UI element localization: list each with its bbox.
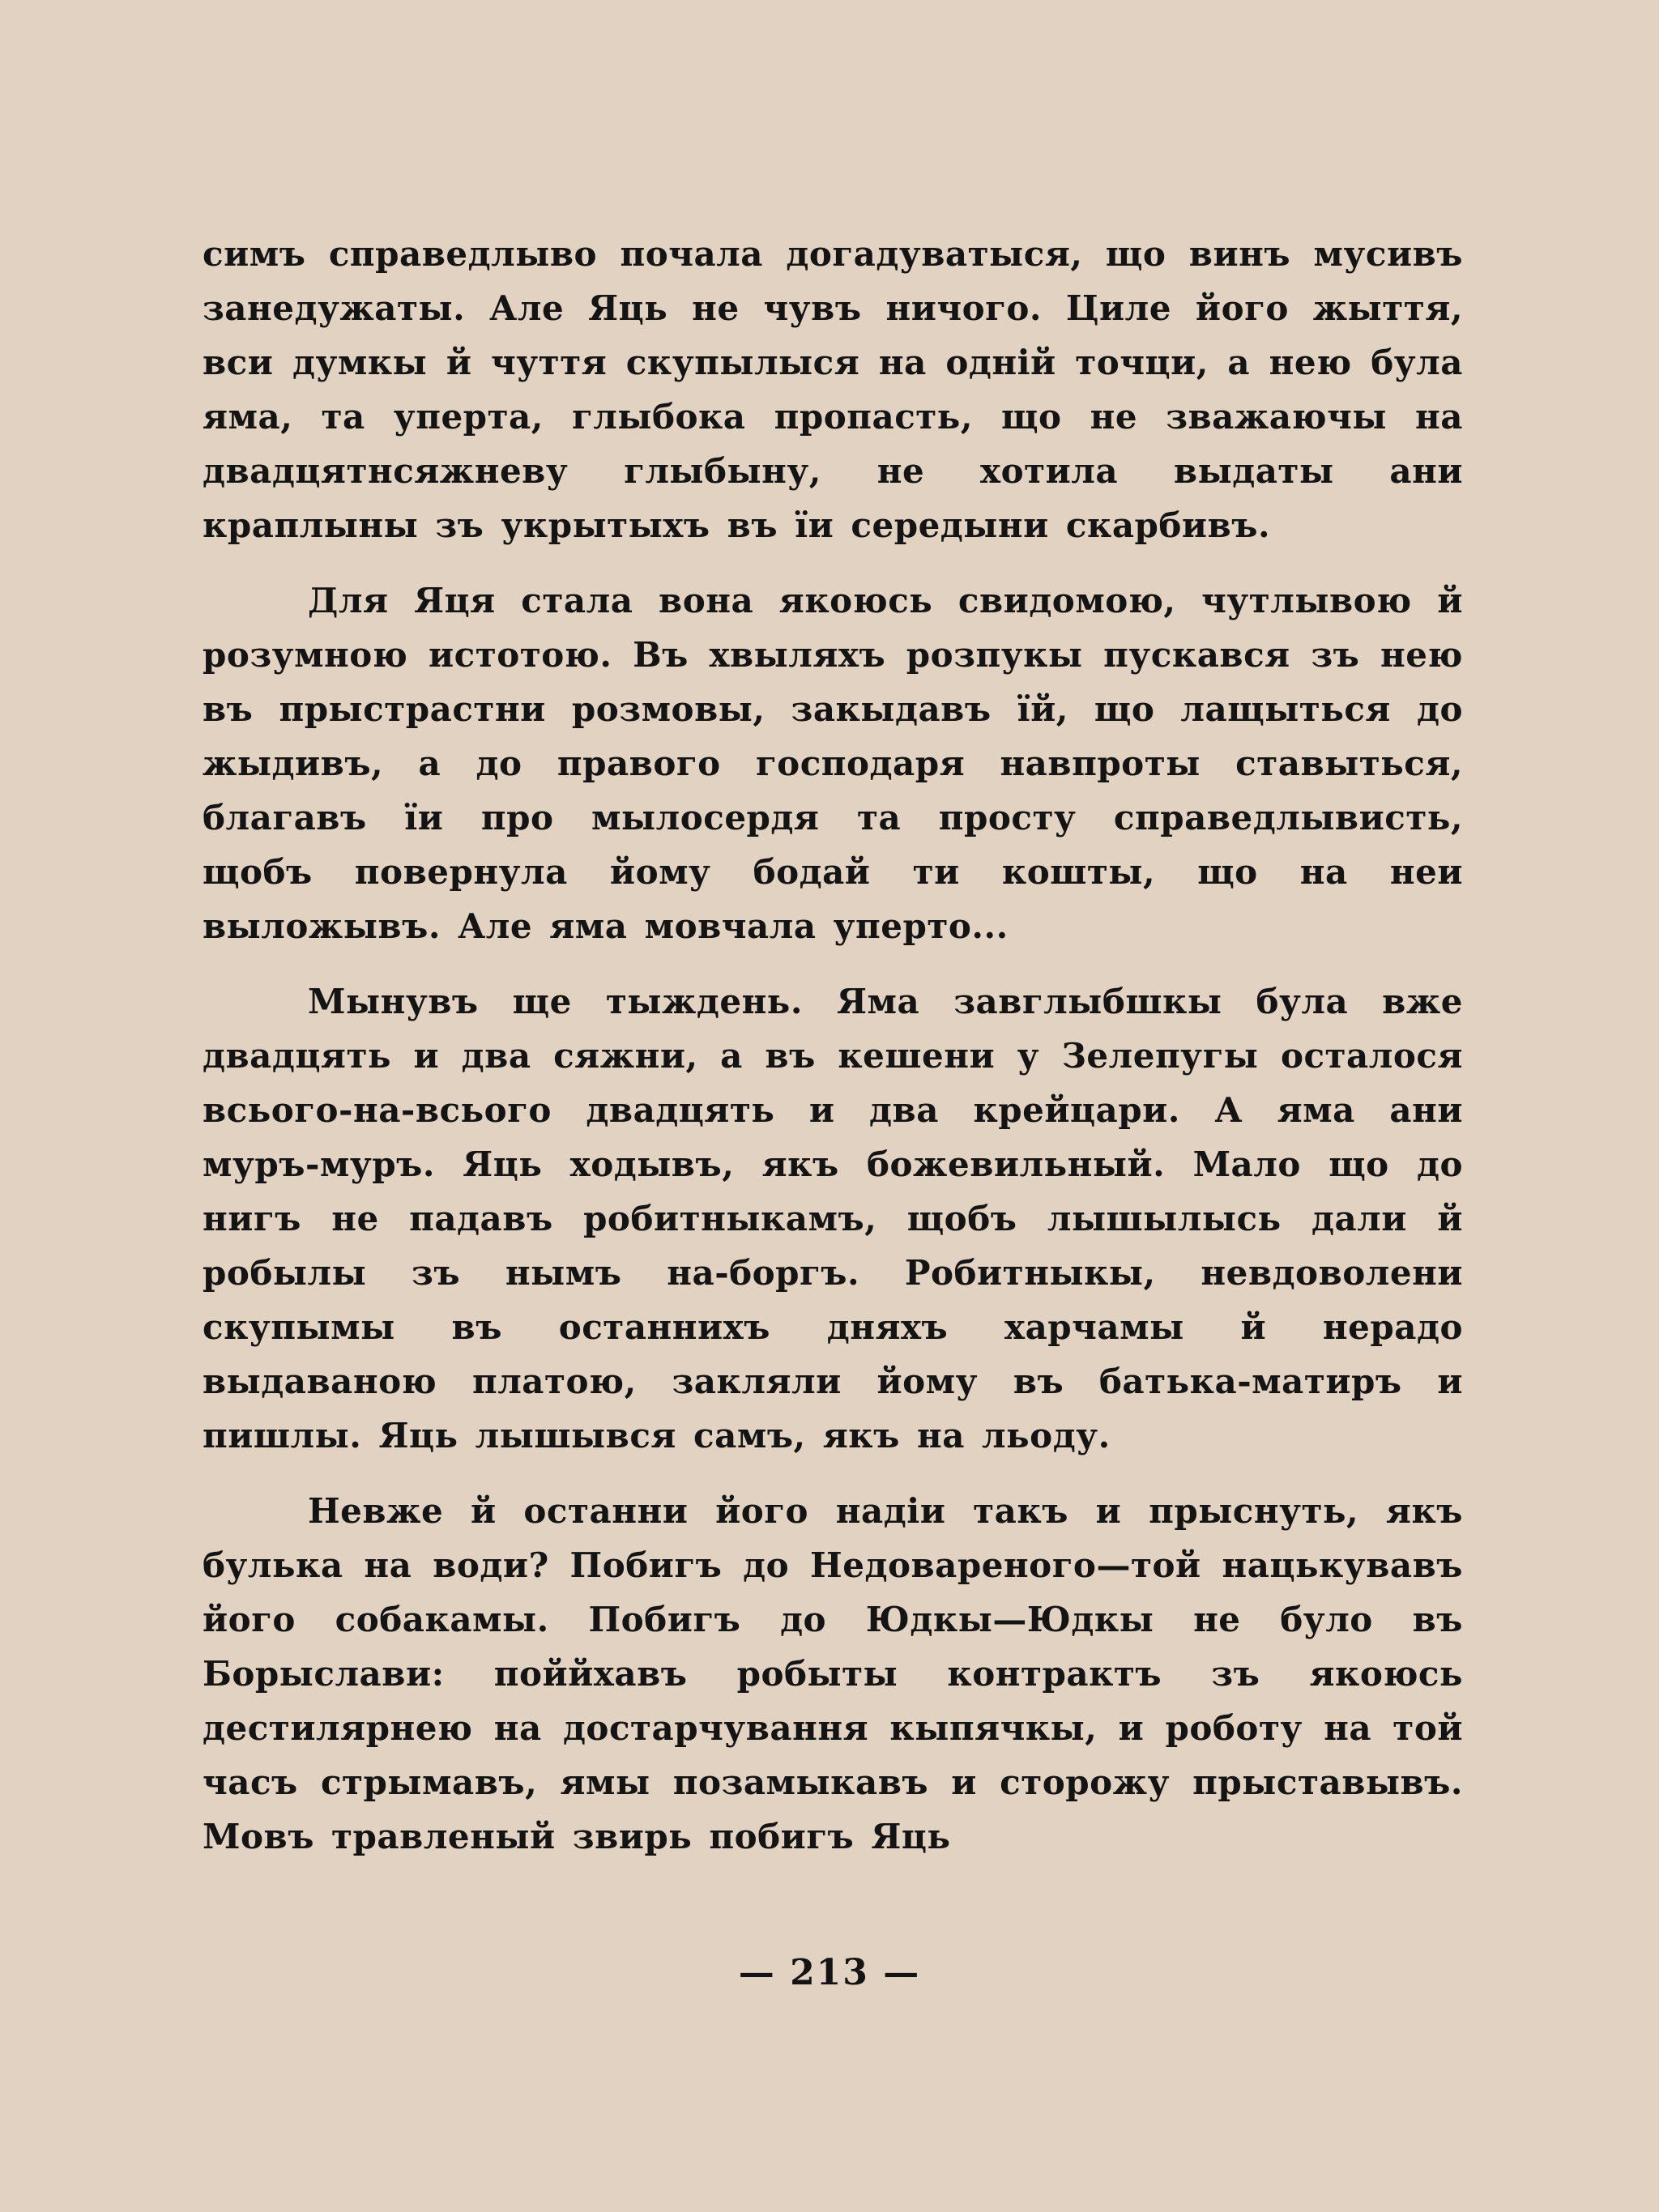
paragraph-2: Для Яця стала вона якоюсь свидомою, чутлывою й розумною истотою. Въ хвыляхъ розпукы пускався зъ нею въ прыстрастни розмовы, закыдавъ їй, що лащыться до жыдивъ, а до правого господаря навпроты ставыться, благавъ їи про мылосердя та просту справедлывисть, щобъ повернула йому бодай ти кошты, що на неи выложывъ. Але яма мовчала уперто... [203,581,1463,946]
paragraph-1: симъ справедлыво почала догадуватыся, що винъ мусивъ занедужаты. Але Яць не чувъ ничого. Циле його жыття, вси думкы й чуття скупылыся на однiй точци, а нею була яма, та уперта, глыбока пропасть, що не зважаючы на двадцятнсяжневу глыбыну, не хотила выдаты ани краплыны зъ укрытыхъ въ їи середыни скарбивъ. [203,234,1463,545]
paragraph-3: Мынувъ ще тыждень. Яма завглыбшкы була вже двадцять и два сяжни, а въ кешени у Зелепугы осталося всього-на-всього двадцять и два крейцари. А яма ани муръ-муръ. Яць ходывъ, якъ божевильный. Мало що до нигъ не падавъ робитныкамъ, щобъ лышылысь дали й робылы зъ нымъ на-боргъ. Робитныкы, невдоволени скупымы въ останнихъ дняхъ харчамы й нерадо выдаваною платою, закляли йому въ батька-матиръ и пишлы. Яць лышывся самъ, якъ на льоду. [203,982,1463,1455]
page-text-block [203,227,1463,1885]
paragraph-4: Невже й останни його надiи такъ и прыснуть, якъ булька на води? Побигъ до Недовареного—той нацькувавъ його собакамы. Побигъ до Юдкы—Юдкы не було въ Борыслави: поййхавъ робыты контрактъ зъ якоюсь дестилярнею на достарчування кыпячкы, и роботу на той часъ стрымавъ, ямы позамыкавъ и сторожу прыставывъ. Мовъ травленый звирь побигъ Яць [203,1491,1463,1856]
page-number: — 213 — [738,1952,921,1993]
